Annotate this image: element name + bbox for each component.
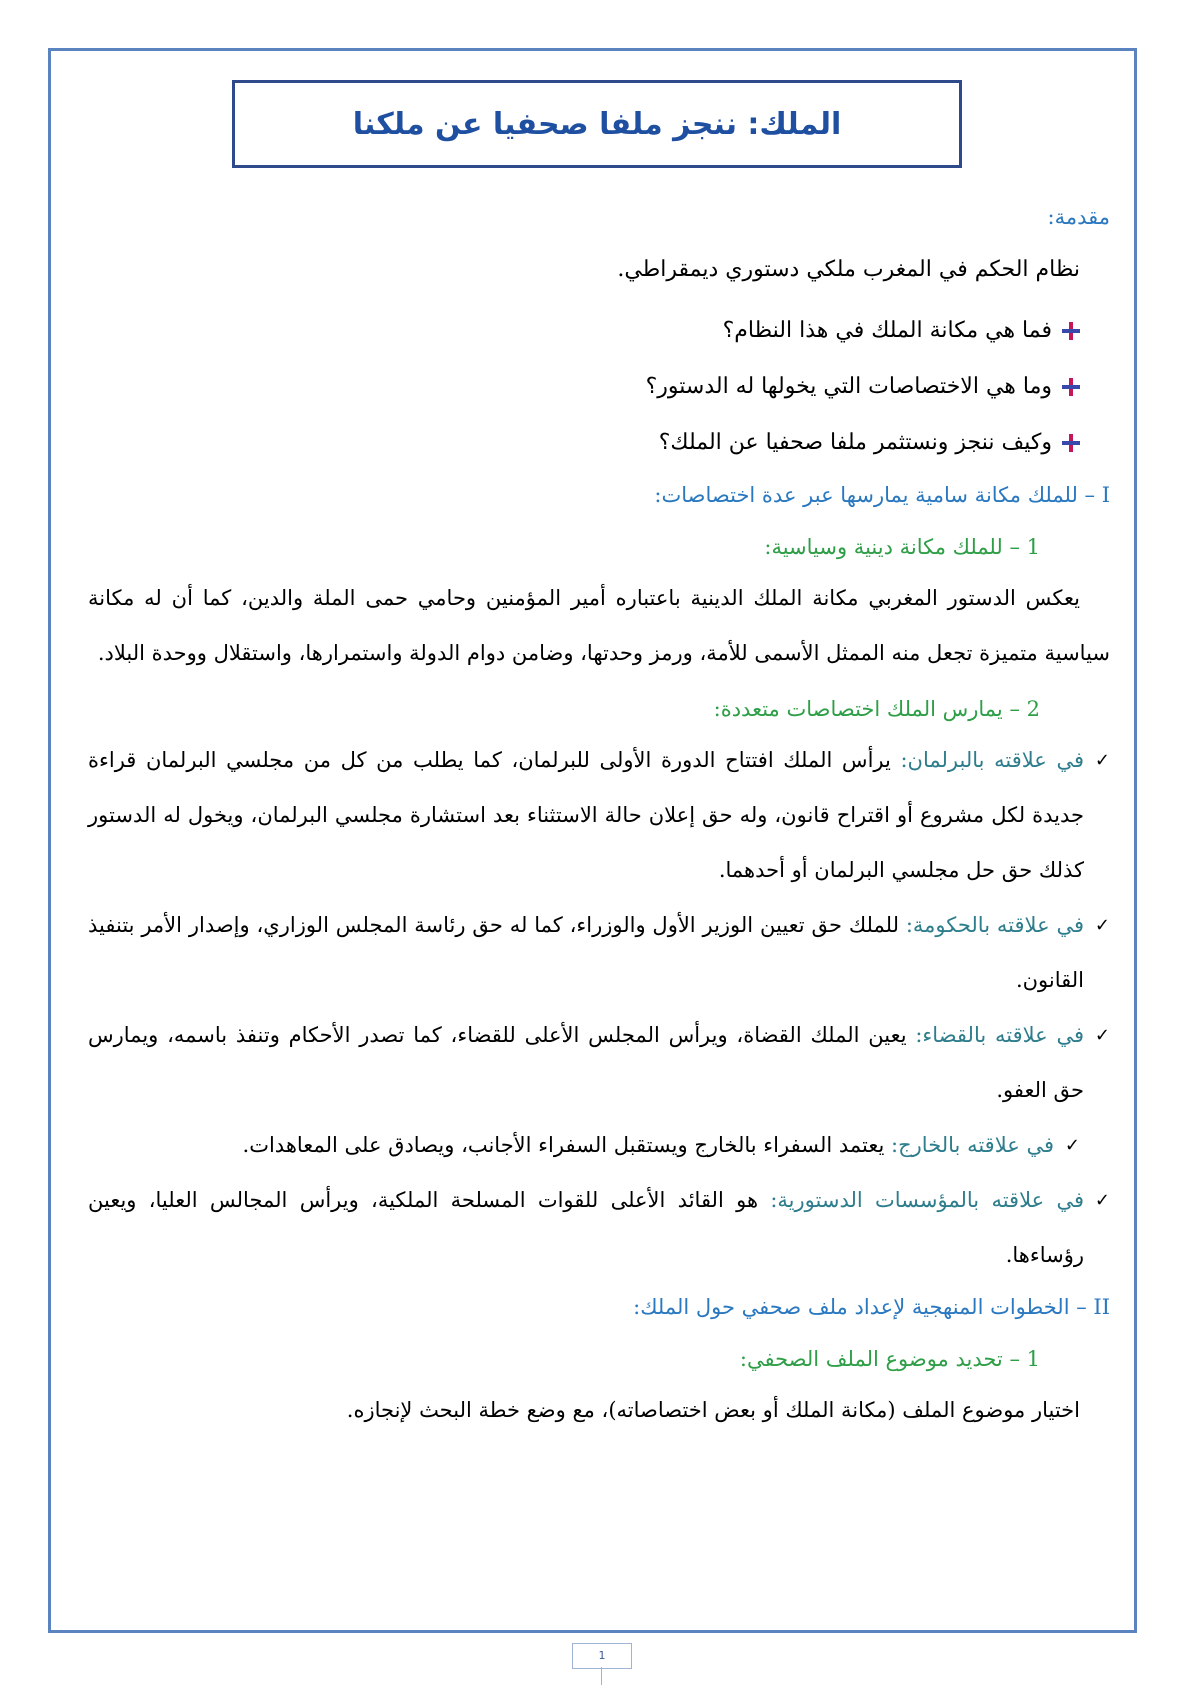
power-item bbox=[88, 1173, 1110, 1283]
powers-list bbox=[88, 733, 1110, 1283]
title-box bbox=[232, 80, 962, 168]
section1-sub2-heading: 2 – يمارس الملك اختصاصات متعددة: bbox=[713, 697, 1040, 721]
power-label: في علاقته بالقضاء: bbox=[915, 1023, 1084, 1047]
question-item bbox=[88, 359, 1080, 415]
power-item bbox=[88, 733, 1110, 898]
section2-sub1-text-content: اختيار موضوع الملف (مكانة الملك أو بعض اختصاصاته)، مع وضع خطة البحث لإنجازه. bbox=[346, 1398, 1080, 1422]
page-title: الملك: ننجز ملفا صحفيا عن ملكنا bbox=[352, 106, 842, 142]
question-text: وكيف ننجز ونستثمر ملفا صحفيا عن الملك؟ bbox=[658, 430, 1052, 455]
power-label: في علاقته بالحكومة: bbox=[905, 913, 1084, 937]
question-text: وما هي الاختصاصات التي يخولها له الدستور؟ bbox=[645, 374, 1052, 399]
power-text: يعين الملك القضاة، ويرأس المجلس الأعلى للقضاء، كما تصدر الأحكام وتنفذ باسمه، ويمارس حق العفو. bbox=[88, 1023, 1084, 1102]
power-text: للملك حق تعيين الوزير الأول والوزراء، كما له حق رئاسة المجلس الوزاري، وإصدار الأمر بتنفيذ القانون. bbox=[88, 913, 1084, 992]
intro-lead: نظام الحكم في المغرب ملكي دستوري ديمقراطي. bbox=[617, 257, 1080, 282]
checkmark-icon: ✓ bbox=[1094, 1190, 1110, 1211]
checkmark-icon: ✓ bbox=[1094, 1025, 1110, 1046]
power-label: في علاقته بالمؤسسات الدستورية: bbox=[770, 1188, 1084, 1212]
power-label: في علاقته بالبرلمان: bbox=[900, 748, 1084, 772]
section2-sub1-heading: 1 – تحديد موضوع الملف الصحفي: bbox=[739, 1347, 1040, 1371]
power-item bbox=[88, 898, 1110, 1008]
power-text: يعتمد السفراء بالخارج ويستقبل السفراء الأجانب، ويصادق على المعاهدات. bbox=[242, 1133, 885, 1157]
section1-sub1-text bbox=[88, 571, 1110, 681]
page-number-box bbox=[572, 1643, 632, 1669]
section1-sub1-heading: 1 – للملك مكانة دينية وسياسية: bbox=[764, 535, 1040, 559]
footer-connector bbox=[601, 1667, 602, 1685]
power-text: هو القائد الأعلى للقوات المسلحة الملكية، ويرأس المجالس العليا، ويعين رؤساءها. bbox=[88, 1188, 1084, 1267]
checkmark-icon: ✓ bbox=[1094, 750, 1110, 771]
section1-sub1-text-content: يعكس الدستور المغربي مكانة الملك الدينية باعتباره أمير المؤمنين وحامي حمى الملة والدين، كما أن له مكانة سياسية متميزة تجعل منه الممثل الأسمى للأمة، ورمز وحدتها، وضامن دوام الدولة واستمرارها، واستقلال ووحدة البلاد. bbox=[88, 586, 1110, 665]
power-item bbox=[88, 1118, 1080, 1173]
document-body bbox=[88, 205, 1110, 1438]
question-text: فما هي مكانة الملك في هذا النظام؟ bbox=[722, 318, 1052, 343]
page-number: 1 bbox=[598, 1649, 606, 1662]
plus-bullet-icon bbox=[1062, 378, 1080, 396]
section1-heading: I – للملك مكانة سامية يمارسها عبر عدة اختصاصات: bbox=[654, 483, 1110, 507]
checkmark-icon: ✓ bbox=[1064, 1135, 1080, 1156]
section2-heading: II – الخطوات المنهجية لإعداد ملف صحفي حول الملك: bbox=[633, 1295, 1110, 1319]
section2-sub1-text bbox=[88, 1383, 1080, 1438]
question-item bbox=[88, 303, 1080, 359]
power-item bbox=[88, 1008, 1110, 1118]
power-text: يرأس الملك افتتاح الدورة الأولى للبرلمان، كما يطلب من كل من مجلسي البرلمان قراءة جديدة لكل مشروع أو اقتراح قانون، وله حق إعلان حالة الاستثناء بعد استشارة مجلسي البرلمان، ويخول له الدستور كذلك حق حل مجلسي البرلمان أو أحدهما. bbox=[88, 748, 1084, 882]
checkmark-icon: ✓ bbox=[1094, 915, 1110, 936]
plus-bullet-icon bbox=[1062, 434, 1080, 452]
plus-bullet-icon bbox=[1062, 322, 1080, 340]
intro-heading: مقدمة: bbox=[1047, 205, 1110, 229]
question-item bbox=[88, 415, 1080, 471]
power-label: في علاقته بالخارج: bbox=[891, 1133, 1054, 1157]
intro-questions bbox=[88, 303, 1080, 471]
